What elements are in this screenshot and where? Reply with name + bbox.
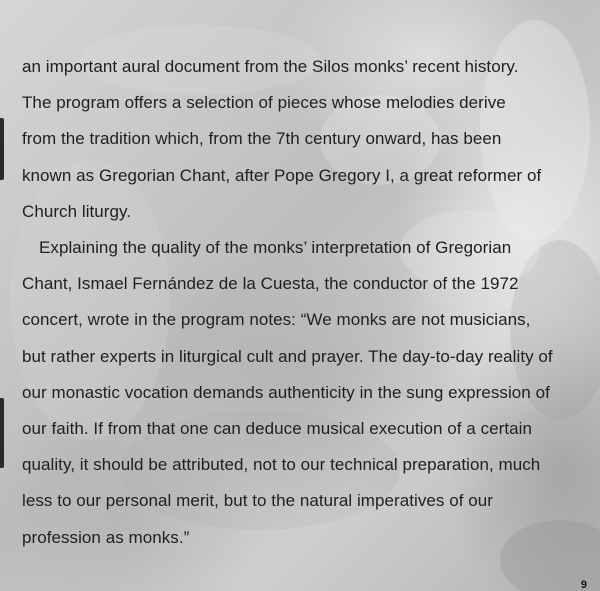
text-line: profession as monks.” bbox=[22, 527, 190, 547]
binding-mark-top bbox=[0, 118, 4, 180]
text-line: The program offers a selection of pieces whose melodies derive bbox=[22, 93, 506, 113]
text-line: Chant, Ismael Fernández de la Cuesta, the conductor of the 1972 bbox=[22, 274, 519, 294]
text-line: our monastic vocation demands authenticity in the sung expression of bbox=[22, 382, 550, 402]
text-line: our faith. If from that one can deduce musical execution of a certain bbox=[22, 419, 532, 439]
text-line: known as Gregorian Chant, after Pope Gregory I, a great reformer of bbox=[22, 165, 542, 185]
page-number: 9 bbox=[580, 579, 587, 591]
text-line: but rather experts in liturgical cult and prayer. The day-to-day reality of bbox=[22, 346, 553, 366]
text-line: less to our personal merit, but to the natural imperatives of our bbox=[22, 491, 493, 511]
text-line: Church liturgy. bbox=[22, 201, 132, 221]
body-text bbox=[22, 49, 582, 556]
text-line: an important aural document from the Silos monks’ recent history. bbox=[22, 57, 519, 76]
text-line: from the tradition which, from the 7th century onward, has been bbox=[22, 129, 502, 149]
binding-mark-bottom bbox=[0, 398, 4, 468]
text-line: concert, wrote in the program notes: “We monks are not musicians, bbox=[22, 310, 531, 330]
text-line: Explaining the quality of the monks’ interpretation of Gregorian bbox=[39, 238, 512, 258]
text-line: quality, it should be attributed, not to our technical preparation, much bbox=[22, 455, 541, 475]
